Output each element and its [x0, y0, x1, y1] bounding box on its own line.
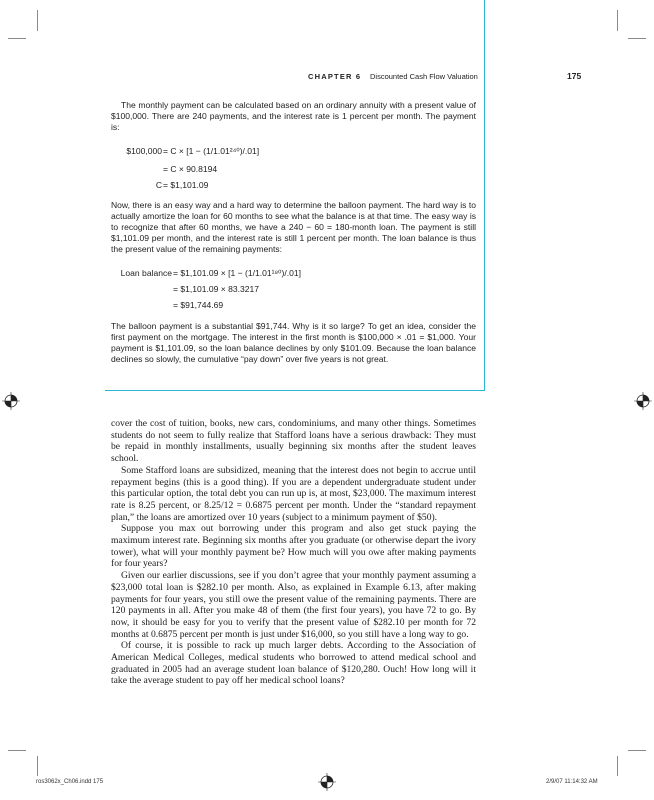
chapter-label: CHAPTER 6 — [308, 72, 362, 81]
chapter-title: Discounted Cash Flow Valuation — [370, 72, 478, 81]
page-number: 175 — [567, 71, 582, 81]
registration-mark-right-icon — [634, 392, 652, 410]
crop-mark-bottom-left — [37, 756, 38, 776]
registration-mark-left-icon — [2, 392, 20, 410]
crop-mark-top-left — [37, 10, 38, 31]
equation-4-rhs: = $1,101.09 × [1 − (1/1.01¹⁸⁰)/.01] — [173, 268, 301, 278]
print-timestamp: 2/9/07 11:14:32 AM — [546, 779, 598, 785]
crop-mark-right-bottom — [628, 750, 646, 751]
equation-6-rhs: = $91,744.69 — [173, 300, 224, 310]
body-text — [111, 418, 476, 687]
example-paragraph-3: The balloon payment is a substantial $91,744. Why is it so large? To get an idea, consider the first payment on the mortgage. The interest in the first month is $100,000 × .01 = $1,000. Your payment is $1,101.09, so the loan balance declines by only $101.09. Because the loan balance declines so slowly, the cumulative “pay down” over five years is not great. — [111, 321, 476, 365]
equation-1-lhs: $100,000 — [126, 146, 162, 156]
equation-1-rhs: = C × [1 − (1/1.01²⁴⁰)/.01] — [163, 146, 260, 156]
equation-4-lhs: Loan balance — [120, 268, 172, 278]
body-paragraph-4: Given our earlier discussions, see if you don’t agree that your monthly payment assuming a $23,000 total loan is $282.10 per month. Also, as explained in Example 6.13, after making payments for four years, you still owe the present value of the remaining payments. There are 120 payments in all. After you make 48 of them (the first four years), you have 72 to go. By now, it should be easy for you to verify that the present value of $282.10 per month for 72 months at 0.6875 percent per month is just under $16,000, so you still have a long way to go. — [111, 570, 476, 640]
registration-mark-bottom-icon — [318, 773, 336, 791]
equation-3-rhs: = $1,101.09 — [163, 180, 209, 190]
file-slug: ros3062x_Ch06.indd 175 — [36, 779, 104, 785]
body-paragraph-2: Some Stafford loans are subsidized, meaning that the interest does not begin to accrue until repayment begins (this is a good thing). If you are a dependent undergraduate student under this particular option, the total debt you can run up is, at most, $23,000. The maximum interest rate is 8.25 percent, or 8.25/12 = 0.6875 percent per month. Under the “standard repayment plan,” the loans are amortized over 10 years (subject to a minimum payment of $50). — [111, 464, 476, 523]
example-box-right-border — [484, 0, 485, 391]
crop-mark-left-bottom — [8, 750, 26, 751]
example-box-bottom-border — [105, 390, 485, 391]
body-paragraph-3: Suppose you max out borrowing under this program and also get stuck paying the maximum interest rate. Beginning six months after you graduate (or otherwise depart the ivory tower), what will your monthly payment be? How much will you owe after making payments for four years? — [111, 523, 476, 570]
equation-5-rhs: = $1,101.09 × 83.3217 — [173, 284, 260, 294]
body-paragraph-5: Of course, it is possible to rack up much larger debts. According to the Association of American Medical Colleges, medical students who borrowed to attend medical school and graduated in 2005 had an average student loan balance of $120,280. Ouch! How long will it take the average student to pay off her medical school loans? — [111, 640, 476, 687]
example-paragraph-2: Now, there is an easy way and a hard way to determine the balloon payment. The hard way is to actually amortize the loan for 60 months to see what the balance is at that time. The easy way is to recognize that after 60 months, we have a 240 − 60 = 180-month loan. The payment is still $1,101.09 per month, and the interest rate is still 1 percent per month. The loan balance is thus the present value of the remaining payments: — [111, 200, 476, 255]
body-paragraph-1: cover the cost of tuition, books, new cars, condominiums, and many other things. Sometimes students do not seem to fully realize that Stafford loans have a serious drawback: They must be repaid in monthly installments, usually beginning six months after the student leaves school. — [111, 418, 476, 465]
equation-3-lhs: C — [155, 180, 162, 190]
crop-mark-top-right — [617, 10, 618, 31]
crop-mark-left-top — [8, 38, 26, 39]
crop-mark-right-top — [628, 38, 646, 39]
equation-2-rhs: = C × 90.8194 — [163, 164, 218, 174]
example-paragraph-1: The monthly payment can be calculated based on an ordinary annuity with a present value of $100,000. There are 240 payments, and the interest rate is 1 percent per month. The payment is: — [111, 100, 476, 133]
crop-mark-bottom-right — [617, 756, 618, 776]
